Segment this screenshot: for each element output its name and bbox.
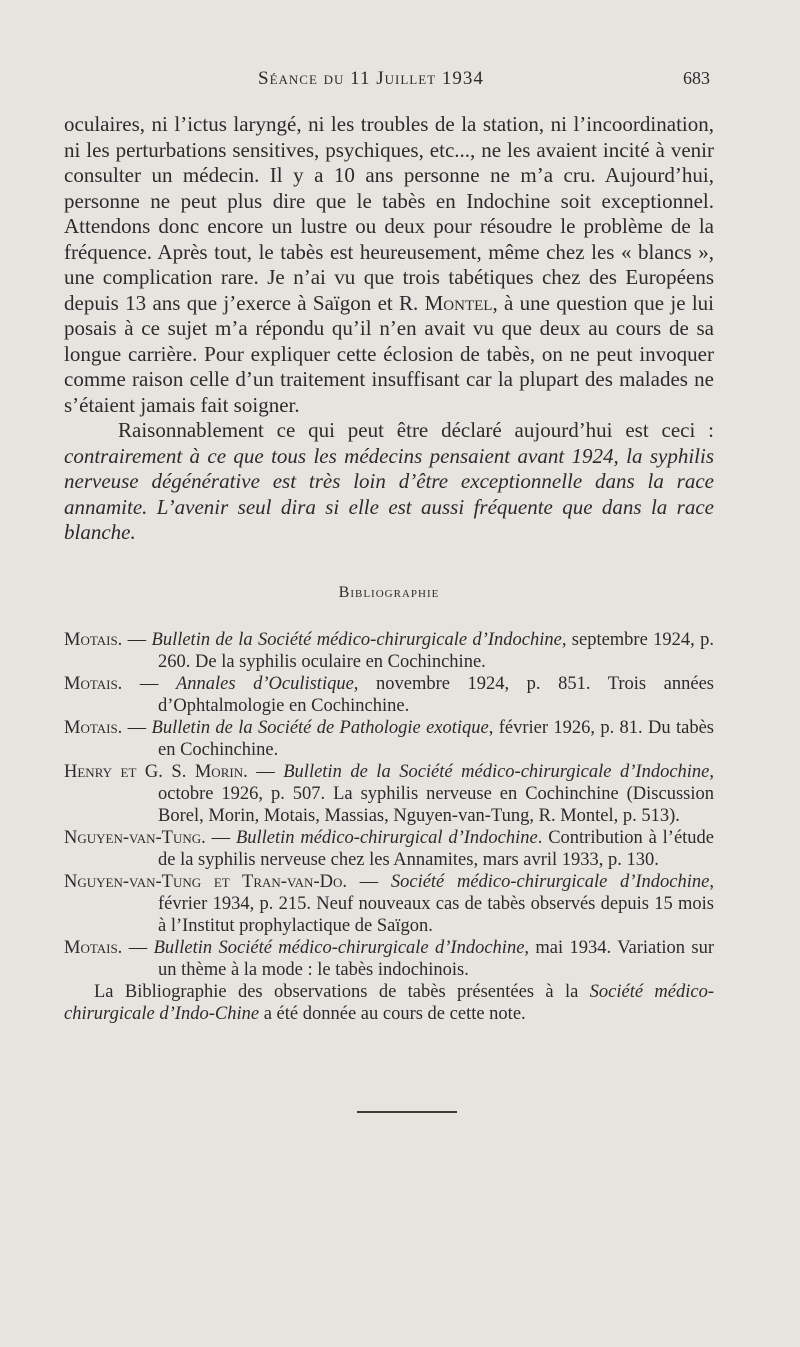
running-header <box>0 68 800 96</box>
page-number: 683 <box>683 68 710 88</box>
reference-dash: — <box>122 938 154 958</box>
reference-dash: — <box>122 718 152 738</box>
reference-details: , mai 1934. Variation sur un thème à la mode : le tabès indochinois. <box>158 938 714 980</box>
note-text: La Bibliographie des observations de tabès présentées à la <box>94 982 579 1002</box>
reference-authors: Motais. <box>64 938 123 958</box>
reference-details: , novembre 1924, p. 851. Trois années d’Ophtalmologie en Cochinchine. <box>158 674 715 716</box>
paragraph-1 <box>64 112 714 418</box>
reference-item <box>64 717 714 761</box>
reference-item <box>64 761 714 827</box>
reference-authors: Henry et G. S. Morin. <box>64 762 248 782</box>
note-end: a été donnée au cours de cette note. <box>263 1004 526 1024</box>
section-divider <box>357 1111 457 1113</box>
bibliography-heading: Bibliographie <box>338 583 440 601</box>
reference-journal: Société médico-chirurgicale d’Indochine <box>390 872 710 892</box>
paragraph-2-text: Raisonnablement ce qui peut être déclaré aujourd’hui est ceci : <box>118 418 714 442</box>
reference-journal: Bulletin de la Société médico-chirurgicale d’Indochine <box>151 630 562 650</box>
paragraph-1-author: R. Montel <box>399 290 493 315</box>
reference-item <box>64 827 714 871</box>
paragraph-1-text: oculaires, ni l’ictus laryngé, ni les troubles de la station, ni l’incoordination, ni les perturbations sensitives, psychiques, etc..., ne les avaient incité à venir consulter un médecin. Il y a 10 ans personne ne m’a cru. Aujourd’hui, personne ne peut plus dire que le tabès en Indochine soit exceptionnel. Attendons donc encore un lustre ou deux pour résoudre le problème de la fréquence. Après tout, le tabès est heureusement, même chez les « blancs », une complication rare. Je n’ai vu que trois tabétiques chez des Européens depuis 13 ans que j’exerce à Saïgon et <box>64 112 714 315</box>
bibliography-list <box>64 629 714 981</box>
reference-dash: — <box>122 630 152 650</box>
reference-authors: Motais. <box>64 718 123 738</box>
reference-authors: Motais. <box>64 630 123 650</box>
reference-dash: — <box>122 674 176 694</box>
reference-journal: Annales d’Oculistique <box>175 674 354 694</box>
article-body <box>64 112 714 1025</box>
reference-item <box>64 937 714 981</box>
reference-details: . Contribution à l’étude de la syphilis nerveuse chez les Annamites, mars avril 1933, p. 130. <box>158 828 715 870</box>
reference-journal: Bulletin Société médico-chirurgicale d’Indochine <box>153 938 525 958</box>
reference-details: , février 1926, p. 81. Du tabès en Cochinchine. <box>158 718 714 760</box>
reference-journal: Bulletin médico-chirurgical d’Indochine <box>235 828 538 848</box>
paragraph-2-conclusion: contrairement à ce que tous les médecins pensaient avant 1924, la syphilis nerveuse dégénérative est très loin d’être exceptionnelle dans la race annamite. L’avenir seul dira si elle est aussi fréquente que dans la race blanche. <box>64 443 714 544</box>
reference-authors: Motais. <box>64 674 123 694</box>
bibliography-note <box>64 981 714 1025</box>
reference-authors: Nguyen-van-Tung et Tran-van-Do. <box>64 872 347 892</box>
reference-item <box>64 871 714 937</box>
reference-details: , septembre 1924, p. 260. De la syphilis oculaire en Cochinchine. <box>158 630 714 672</box>
reference-dash: — <box>205 828 236 848</box>
reference-dash: — <box>346 872 391 892</box>
paragraph-1-end: , à une question que je lui posais à ce sujet m’a répondu qu’il n’en avait vu que deux au cours de sa longue carrière. Pour expliquer cette éclosion de tabès, on ne peut invoquer comme raison celle d’un traitement insuffisant car la plupart des malades ne s’étaient jamais fait soigner. <box>64 290 715 417</box>
running-title: Séance du 11 Juillet 1934 <box>258 68 484 89</box>
paragraph-2 <box>64 418 714 546</box>
reference-journal: Bulletin de la Société médico-chirurgicale d’Indochine <box>283 762 710 782</box>
reference-item <box>64 673 714 717</box>
note-society: Société médico-chirurgicale d’Indo-Chine <box>64 982 715 1024</box>
reference-journal: Bulletin de la Société de Pathologie exotique <box>151 718 489 738</box>
reference-details: , octobre 1926, p. 507. La syphilis nerveuse en Cochinchine (Discussion Borel, Morin, Motais, Massias, Nguyen-van-Tung, R. Montel, p. 513). <box>158 762 714 826</box>
reference-dash: — <box>247 762 284 782</box>
reference-item <box>64 629 714 673</box>
reference-details: , février 1934, p. 215. Neuf nouveaux cas de tabès observés depuis 15 mois à l’Institut prophylactique de Saïgon. <box>158 872 714 936</box>
reference-authors: Nguyen-van-Tung. <box>64 828 206 848</box>
